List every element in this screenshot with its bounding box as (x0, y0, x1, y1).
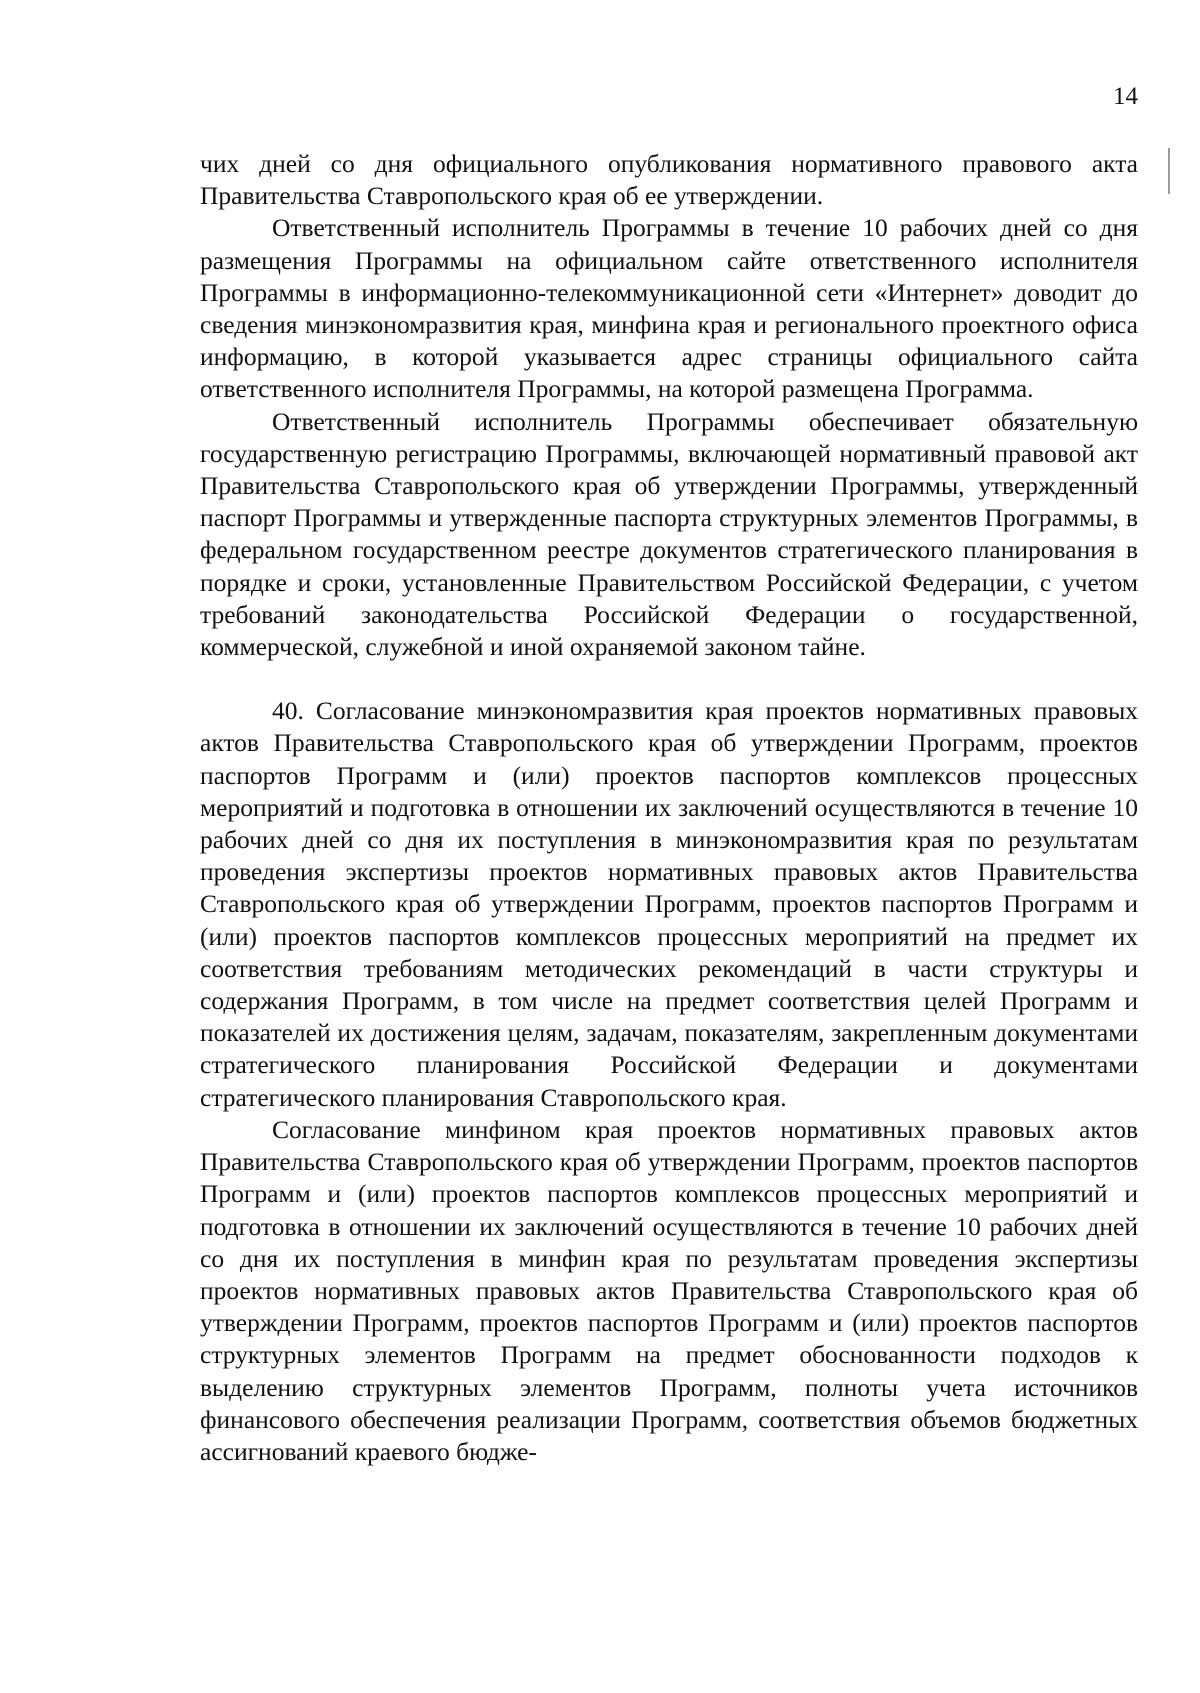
paragraph-continuation: чих дней со дня официального опубликования нормативного правового акта Правительства Ставропольского края об ее утверждении. (200, 149, 1138, 211)
paragraph-minfin-approval: Согласование минфином края проектов нормативных правовых актов Правительства Ставропольского края об утверждении Программ, проектов паспортов Программ и (или) проектов паспортов комплексов процессных мероприятий и подготовка в отношении их заключений осуществляются в течение 10 рабочих дней со дня их поступления в минфин края по результатам проведения экспертизы проектов нормативных правовых актов Правительства Ставропольского края об утверждении Программ, проектов паспортов Программ и (или) проектов паспортов структурных элементов Программ на предмет обоснованности подходов к выделению структурных элементов Программ, полноты учета источников финансового обеспечения реализации Программ, соответствия объемов бюджетных ассигнований краевого бюдже- (200, 1114, 1138, 1466)
page-number: 14 (1113, 83, 1138, 110)
paragraph-state-registration: Ответственный исполнитель Программы обеспечивает обязательную государственную регистрацию Программы, включающей нормативный правовой акт Правительства Ставропольского края об утверждении Программы, утвержденный паспорт Программы и утвержденные паспорта структурных элементов Программы, в федеральном государственном реестре документов стратегического планирования в порядке и сроки, установленные Правительством Российской Федерации, с учетом требований законодательства Российской Федерации о государственной, коммерческой, служебной и иной охраняемой законом тайне. (200, 406, 1138, 662)
body-text (200, 148, 1138, 1468)
paragraph-website-publication: Ответственный исполнитель Программы в течение 10 рабочих дней со дня размещения Программы на официальном сайте ответственного исполнителя Программы в информационно-телекоммуникационной сети «Интернет» доводит до сведения минэкономразвития края, минфина края и регионального проектного офиса информацию, в которой указывается адрес страницы официального сайта ответственного исполнителя Программы, на которой размещена Программа. (200, 213, 1138, 404)
paragraph-item-40: 40. Согласование минэкономразвития края проектов нормативных правовых актов Правительства Ставропольского края об утверждении Программ, проектов паспортов Программ и (или) проектов паспортов комплексов процессных мероприятий и подготовка в отношении их заключений осуществляются в течение 10 рабочих дней со дня их поступления в минэкономразвития края по результатам проведения экспертизы проектов нормативных правовых актов Правительства Ставропольского края об утверждении Программ, проектов паспортов Программ и (или) проектов паспортов комплексов процессных мероприятий на предмет их соответствия требованиям методических рекомендаций в части структуры и содержания Программ, в том числе на предмет соответствия целей Программ и показателей их достижения целям, задачам, показателям, закрепленным документами стратегического планирования Российской Федерации и документами стратегического планирования Ставропольского края. (200, 696, 1138, 1112)
scan-edge-mark (1168, 148, 1170, 194)
